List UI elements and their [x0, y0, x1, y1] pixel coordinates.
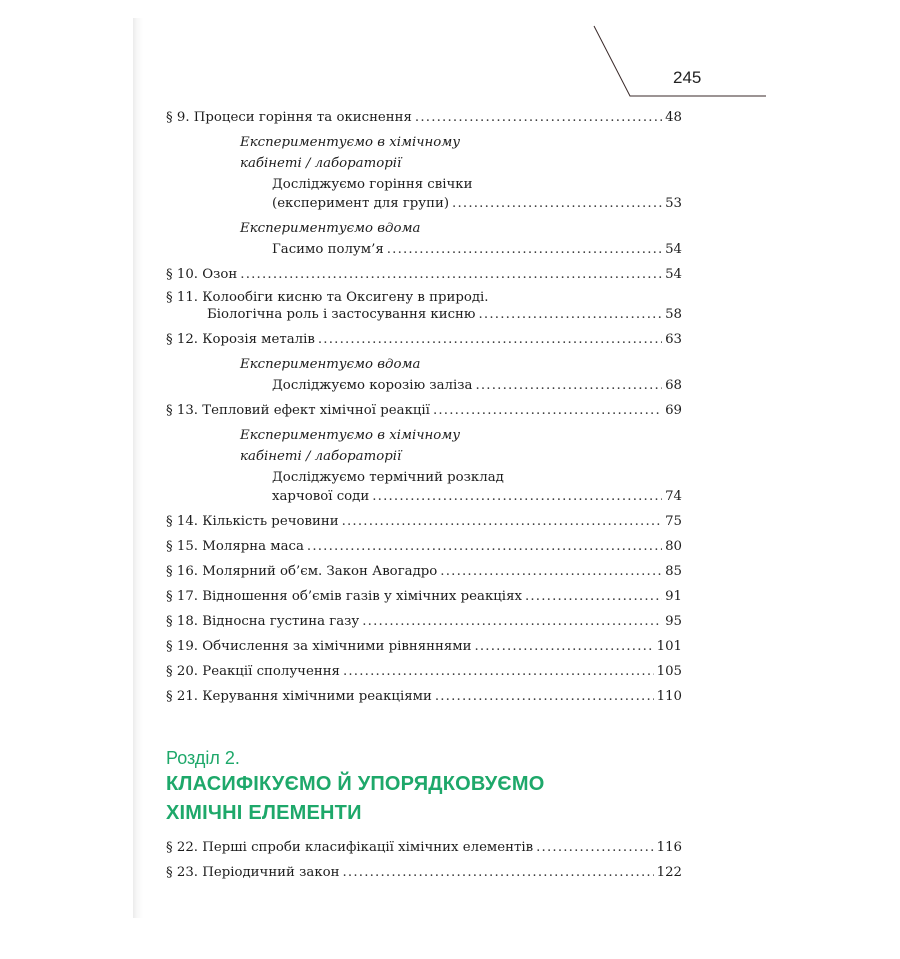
entry-page: 95: [665, 614, 682, 629]
entry-title: Досліджуємо корозію заліза: [272, 378, 473, 393]
entry-title: § 19. Обчислення за хімічними рівняннями: [166, 639, 472, 654]
experiment-group: [166, 219, 682, 259]
dot-leader: [362, 612, 662, 631]
entry-title: § 17. Відношення об’ємів газів у хімічних реакціях: [166, 589, 522, 604]
chapter-title-line: ХІМІЧНІ ЕЛЕМЕНТИ: [166, 802, 362, 824]
experiment-title: Досліджуємо термічний розклад: [272, 470, 504, 485]
experiment-label: кабінеті / лабораторії: [240, 449, 402, 464]
entry-page: 54: [665, 242, 682, 257]
table-of-contents: [166, 108, 682, 712]
dot-leader: [452, 194, 662, 213]
page-number: 245: [673, 68, 702, 87]
toc-entry[interactable]: [166, 687, 682, 706]
page-corner-decoration: [590, 22, 770, 102]
entry-title: § 18. Відносна густина газу: [166, 614, 360, 629]
entry-title: Гасимо полум’я: [272, 242, 384, 257]
toc-section: [166, 863, 682, 882]
entry-page: 85: [665, 564, 682, 579]
toc-entry[interactable]: [166, 330, 682, 349]
page-edge-shadow: [133, 18, 143, 918]
dot-leader: [525, 587, 662, 606]
dot-leader: [415, 108, 662, 127]
experiment-label: Експериментуємо вдома: [240, 221, 421, 236]
toc-section: [166, 838, 682, 857]
dot-leader: [240, 265, 662, 284]
dot-leader: [318, 330, 662, 349]
entry-title: § 14. Кількість речовини: [166, 514, 339, 529]
experiment-entry[interactable]: [272, 376, 682, 395]
experiment-item[interactable]: [166, 376, 682, 395]
toc-entry[interactable]: [166, 537, 682, 556]
entry-page: 116: [656, 840, 682, 855]
toc-section: [166, 612, 682, 631]
experiment-entry[interactable]: [272, 240, 682, 259]
dot-leader: [307, 537, 662, 556]
entry-page: 101: [656, 639, 682, 654]
chapter-number: Розділ 2.: [166, 748, 240, 768]
toc-section: [166, 637, 682, 656]
dot-leader: [475, 376, 662, 395]
toc-entry[interactable]: [166, 265, 682, 284]
entry-page: 58: [665, 307, 682, 322]
experiment-entry[interactable]: [272, 487, 682, 506]
entry-title: § 10. Озон: [166, 267, 238, 282]
toc-section: [166, 290, 682, 324]
toc-entry[interactable]: [166, 512, 682, 531]
toc-section: [166, 662, 682, 681]
experiment-label: Експериментуємо в хімічному: [240, 135, 461, 150]
experiment-label: кабінеті / лабораторії: [240, 156, 402, 171]
entry-title: § 11. Колообіги кисню та Оксигену в природі.: [166, 290, 489, 305]
experiment-item[interactable]: [166, 240, 682, 259]
experiment-title: Досліджуємо горіння свічки: [272, 177, 473, 192]
entry-title: § 20. Реакції сполучення: [166, 664, 340, 679]
toc-section: [166, 330, 682, 349]
chapter-heading: [166, 746, 544, 828]
entry-title: (експеримент для групи): [272, 196, 450, 211]
dot-leader: [435, 687, 654, 706]
entry-page: 68: [665, 378, 682, 393]
chapter-title-line: КЛАСИФІКУЄМО Й УПОРЯДКОВУЄМО: [166, 773, 545, 795]
toc-section: [166, 687, 682, 706]
toc-section: [166, 265, 682, 284]
entry-title: § 22. Перші спроби класифікації хімічних елементів: [166, 840, 534, 855]
experiment-group: [166, 133, 682, 213]
dot-leader: [343, 863, 654, 882]
toc-section: [166, 562, 682, 581]
entry-title: Біологічна роль і застосування кисню: [207, 307, 476, 322]
experiment-item[interactable]: [166, 175, 682, 213]
toc-entry[interactable]: [166, 401, 682, 420]
chapter-2-contents: [166, 838, 682, 888]
toc-section: [166, 587, 682, 606]
dot-leader: [474, 637, 653, 656]
entry-page: 91: [665, 589, 682, 604]
entry-page: 105: [656, 664, 682, 679]
entry-page: 80: [665, 539, 682, 554]
entry-title: § 23. Періодичний закон: [166, 865, 340, 880]
dot-leader: [387, 240, 662, 259]
entry-page: 63: [665, 332, 682, 347]
dot-leader: [479, 305, 663, 324]
entry-title: § 16. Молярний об’єм. Закон Авогадро: [166, 564, 438, 579]
experiment-entry[interactable]: [272, 194, 682, 213]
toc-section: [166, 401, 682, 420]
toc-entry[interactable]: [166, 587, 682, 606]
toc-entry[interactable]: [166, 637, 682, 656]
entry-page: 54: [665, 267, 682, 282]
dot-leader: [343, 662, 654, 681]
toc-entry[interactable]: [166, 662, 682, 681]
dot-leader: [433, 401, 662, 420]
dot-leader: [536, 838, 654, 857]
toc-entry[interactable]: [166, 108, 682, 127]
entry-title: § 13. Тепловий ефект хімічної реакції: [166, 403, 430, 418]
toc-section: [166, 537, 682, 556]
toc-entry[interactable]: [166, 305, 682, 324]
experiment-group: [166, 355, 682, 395]
entry-title: § 21. Керування хімічними реакціями: [166, 689, 432, 704]
entry-page: 74: [665, 489, 682, 504]
entry-page: 110: [656, 689, 682, 704]
dot-leader: [440, 562, 662, 581]
toc-entry[interactable]: [166, 838, 682, 857]
toc-entry[interactable]: [166, 863, 682, 882]
dot-leader: [342, 512, 663, 531]
experiment-label: Експериментуємо в хімічному: [240, 428, 461, 443]
entry-title: § 9. Процеси горіння та окиснення: [166, 110, 412, 125]
entry-page: 53: [665, 196, 682, 211]
entry-title: харчової соди: [272, 489, 370, 504]
entry-page: 69: [665, 403, 682, 418]
toc-entry[interactable]: [166, 612, 682, 631]
entry-page: 48: [665, 110, 682, 125]
toc-entry[interactable]: [166, 562, 682, 581]
experiment-label: Експериментуємо вдома: [240, 357, 421, 372]
toc-section: [166, 108, 682, 127]
toc-section: [166, 512, 682, 531]
entry-page: 122: [656, 865, 682, 880]
experiment-group: [166, 426, 682, 506]
dot-leader: [372, 487, 662, 506]
entry-title: § 15. Молярна маса: [166, 539, 304, 554]
entry-page: 75: [665, 514, 682, 529]
experiment-item[interactable]: [166, 468, 682, 506]
entry-title: § 12. Корозія металів: [166, 332, 315, 347]
